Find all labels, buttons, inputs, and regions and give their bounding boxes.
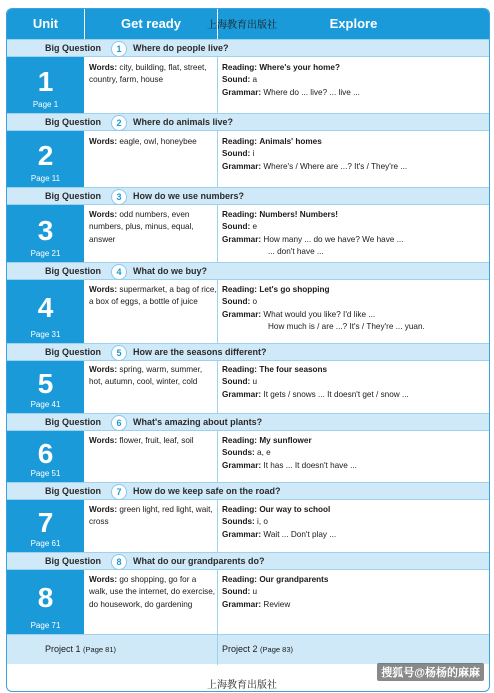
- sound-label: Sound:: [222, 297, 251, 307]
- sound-text: u: [252, 587, 258, 597]
- explore-cell: [222, 136, 484, 173]
- words-cell: [89, 62, 217, 87]
- words-text: city, building, flat, street, country, farm, house: [89, 63, 207, 85]
- watermark: 搜狐号@杨杨的麻麻: [377, 663, 484, 681]
- explore-cell: [222, 284, 484, 334]
- grammar-label: Grammar:: [222, 599, 262, 609]
- project-1-page: (Page 81): [83, 645, 116, 654]
- project-2-label: Project 2: [222, 644, 258, 654]
- sound-label: Sounds:: [222, 517, 255, 527]
- unit-number-cell: [7, 205, 84, 262]
- unit-number-cell: [7, 57, 84, 113]
- grammar-text: What would you like? I'd like ...: [263, 309, 376, 319]
- unit-number-cell: [7, 431, 84, 482]
- words-cell: [89, 364, 217, 389]
- words-cell: [89, 574, 217, 611]
- grammar-text: Where's / Where are ...? It's / They're ...: [263, 161, 408, 171]
- grammar-text-2: ... don't have ...: [268, 247, 324, 257]
- words-cell: [89, 435, 217, 447]
- words-text: supermarket, a bag of rice, a box of eggs, a bottle of juice: [89, 285, 217, 307]
- publisher-bottom: 上海教育出版社: [207, 680, 277, 691]
- grammar-label: Grammar:: [222, 87, 262, 97]
- project-1: [45, 644, 116, 654]
- big-question-bar: [7, 113, 489, 131]
- unit-page: Page 1: [32, 100, 59, 109]
- words-text: eagle, owl, honeybee: [119, 137, 197, 146]
- reading-label: Reading:: [222, 285, 258, 294]
- unit-row: [7, 187, 489, 262]
- big-question-bar: [7, 482, 489, 500]
- big-question-bar: [7, 413, 489, 431]
- unit-page: Page 31: [30, 330, 61, 339]
- big-question-text: Where do animals live?: [133, 117, 234, 127]
- unit-row: [7, 262, 489, 343]
- projects-row: [7, 634, 489, 664]
- unit-row: [7, 552, 489, 634]
- unit-number-cell: [7, 361, 84, 413]
- reading-text: Animals' homes: [259, 137, 322, 146]
- column-divider: [217, 431, 218, 482]
- words-label: Words:: [89, 575, 118, 584]
- words-text: go shopping, go for a walk, use the internet, do exercise, do housework, do gardening: [89, 575, 216, 609]
- unit-number-cell: [7, 500, 84, 552]
- column-divider: [217, 635, 218, 665]
- words-cell: [89, 209, 217, 246]
- big-question-bar: [7, 552, 489, 570]
- explore-cell: [222, 504, 484, 541]
- big-question-label: Big Question: [45, 417, 101, 427]
- unit-row: [7, 343, 489, 413]
- unit-number: 8: [37, 582, 54, 613]
- explore-cell: [222, 62, 484, 99]
- words-label: Words:: [89, 210, 118, 219]
- question-number-badge: 4: [111, 264, 127, 280]
- explore-cell: [222, 574, 484, 611]
- reading-text: My sunflower: [259, 436, 312, 445]
- header-explore: Explore: [329, 16, 378, 31]
- reading-label: Reading:: [222, 436, 258, 445]
- words-label: Words:: [89, 63, 118, 72]
- grammar-label: Grammar:: [222, 234, 262, 244]
- column-divider: [217, 205, 218, 262]
- reading-label: Reading:: [222, 137, 258, 146]
- sound-label: Sound:: [222, 75, 251, 85]
- sound-label: Sound:: [222, 149, 251, 159]
- unit-number: 6: [37, 438, 54, 469]
- grammar-label: Grammar:: [222, 309, 262, 319]
- column-divider: [217, 131, 218, 187]
- column-divider: [217, 570, 218, 634]
- grammar-label: Grammar:: [222, 529, 262, 539]
- reading-text: Let's go shopping: [259, 285, 330, 294]
- big-question-text: Where do people live?: [133, 43, 229, 53]
- sound-label: Sound:: [222, 222, 251, 232]
- words-text: flower, fruit, leaf, soil: [119, 436, 194, 445]
- project-2-page: (Page 83): [260, 645, 293, 654]
- grammar-text: How many ... do we have? We have ...: [263, 234, 404, 244]
- big-question-bar: [7, 39, 489, 57]
- explore-cell: [222, 209, 484, 259]
- sound-text: i, o: [257, 517, 268, 527]
- unit-page: Page 61: [30, 539, 61, 548]
- sound-text: o: [252, 297, 258, 307]
- sound-text: e: [252, 222, 258, 232]
- grammar-text: It has ... It doesn't have ...: [263, 460, 357, 470]
- explore-cell: [222, 435, 484, 472]
- question-number-badge: 1: [111, 41, 127, 57]
- unit-page: Page 21: [30, 249, 61, 258]
- grammar-label: Grammar:: [222, 161, 262, 171]
- words-text: odd numbers, even numbers, plus, minus, equal, answer: [89, 210, 194, 244]
- grammar-text-2: How much is / are ...? It's / They're ... yuan.: [268, 322, 425, 332]
- question-number-badge: 5: [111, 345, 127, 361]
- question-number-badge: 3: [111, 189, 127, 205]
- big-question-label: Big Question: [45, 486, 101, 496]
- sound-label: Sounds:: [222, 448, 255, 458]
- words-label: Words:: [89, 137, 118, 146]
- words-text: green light, red light, wait, cross: [89, 505, 213, 527]
- words-cell: [89, 504, 217, 529]
- sound-text: u: [252, 377, 258, 387]
- reading-text: Where's your home?: [259, 63, 340, 72]
- grammar-label: Grammar:: [222, 389, 262, 399]
- unit-row: [7, 413, 489, 482]
- big-question-text: How are the seasons different?: [133, 347, 267, 357]
- sound-text: i: [252, 149, 255, 159]
- column-divider: [217, 361, 218, 413]
- unit-page: Page 41: [30, 400, 61, 409]
- project-1-label: Project 1: [45, 644, 81, 654]
- publisher-top: 上海教育出版社: [207, 20, 277, 31]
- column-divider: [217, 500, 218, 552]
- unit-number: 7: [37, 507, 54, 538]
- big-question-text: What do our grandparents do?: [133, 556, 265, 566]
- unit-number-cell: [7, 280, 84, 343]
- words-cell: [89, 284, 217, 309]
- big-question-bar: [7, 187, 489, 205]
- words-label: Words:: [89, 505, 118, 514]
- explore-cell: [222, 364, 484, 401]
- unit-number-cell: [7, 570, 84, 634]
- unit-page: Page 11: [30, 174, 61, 183]
- big-question-label: Big Question: [45, 43, 101, 53]
- big-question-text: How do we use numbers?: [133, 191, 245, 201]
- question-number-badge: 6: [111, 415, 127, 431]
- grammar-text: Where do ... live? ... live ...: [263, 87, 360, 97]
- grammar-text: It gets / snows ... It doesn't get / snow ...: [263, 389, 409, 399]
- unit-number: 1: [37, 66, 54, 97]
- unit-page: Page 51: [30, 469, 61, 478]
- sound-label: Sound:: [222, 377, 251, 387]
- big-question-label: Big Question: [45, 266, 101, 276]
- unit-row: [7, 482, 489, 552]
- big-question-text: How do we keep safe on the road?: [133, 486, 281, 496]
- question-number-badge: 2: [111, 115, 127, 131]
- unit-number: 5: [37, 368, 54, 399]
- grammar-text: Wait ... Don't play ...: [263, 529, 337, 539]
- reading-label: Reading:: [222, 63, 258, 72]
- words-text: spring, warm, summer, hot, autumn, cool, winter, cold: [89, 365, 203, 387]
- reading-text: Numbers! Numbers!: [259, 210, 339, 219]
- words-label: Words:: [89, 436, 118, 445]
- unit-number: 3: [37, 215, 54, 246]
- reading-label: Reading:: [222, 365, 258, 374]
- question-number-badge: 7: [111, 484, 127, 500]
- column-divider: [217, 57, 218, 113]
- grammar-label: Grammar:: [222, 460, 262, 470]
- contents-table: [6, 8, 490, 692]
- unit-number-cell: [7, 131, 84, 187]
- reading-text: The four seasons: [259, 365, 328, 374]
- sound-text: a, e: [257, 448, 271, 458]
- header-get-ready: Get ready: [121, 16, 181, 31]
- unit-page: Page 71: [30, 621, 61, 630]
- grammar-text: Review: [263, 599, 291, 609]
- column-divider: [217, 280, 218, 343]
- unit-number: 4: [37, 292, 54, 323]
- reading-label: Reading:: [222, 210, 258, 219]
- sound-label: Sound:: [222, 587, 251, 597]
- reading-text: Our way to school: [259, 505, 331, 514]
- unit-number: 2: [37, 140, 54, 171]
- big-question-label: Big Question: [45, 117, 101, 127]
- reading-text: Our grandparents: [259, 575, 329, 584]
- unit-row: [7, 39, 489, 113]
- big-question-text: What do we buy?: [133, 266, 207, 276]
- reading-label: Reading:: [222, 575, 258, 584]
- big-question-text: What's amazing about plants?: [133, 417, 263, 427]
- reading-label: Reading:: [222, 505, 258, 514]
- big-question-bar: [7, 262, 489, 280]
- header-unit: Unit: [32, 16, 59, 31]
- big-question-label: Big Question: [45, 191, 101, 201]
- project-2: [222, 644, 293, 654]
- words-cell: [89, 136, 217, 148]
- unit-row: [7, 113, 489, 187]
- sound-text: a: [252, 75, 258, 85]
- big-question-bar: [7, 343, 489, 361]
- big-question-label: Big Question: [45, 556, 101, 566]
- big-question-label: Big Question: [45, 347, 101, 357]
- words-label: Words:: [89, 365, 118, 374]
- words-label: Words:: [89, 285, 118, 294]
- question-number-badge: 8: [111, 554, 127, 570]
